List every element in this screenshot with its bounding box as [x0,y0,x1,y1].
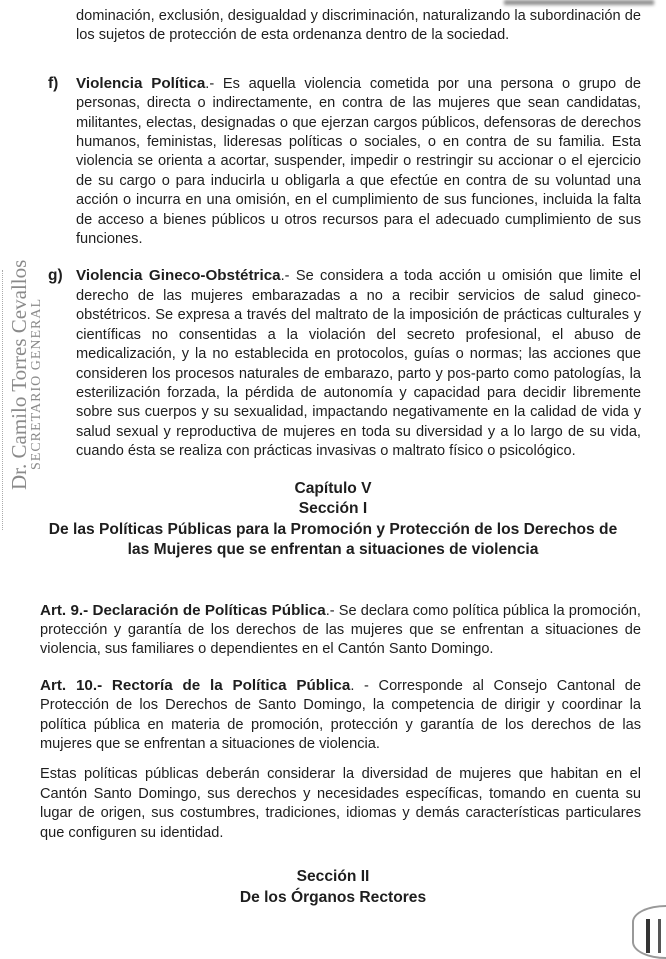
article-text: . - Corresponde al Consejo Cantonal de Protección de los Derechos de Santo Domingo, la competencia de dirigir y coordinar la política pública en materia de promoción, protección y garantía de los derechos de las mujeres que se enfrentan a situaciones de violencia. [40,677,642,752]
article-text: .- Se declara como política pública la promoción, protección y garantía de los derechos de las mujeres que se enfrentan a situaciones de violencia, sus familiares o dependientes en el Cantón Santo Domingo. [40,602,641,658]
item-f [48,74,641,250]
item-title: Violencia Política [76,74,206,92]
stamp-dotted-line [2,270,3,530]
policy-paragraph: Estas políticas públicas deberán considerar la diversidad de mujeres que habitan en el Cantón Santo Domingo, sus derechos y necesidades específicas, tomando en cuenta su lugar de origen, sus costumbres, tradiciones, idiomas y demás características particulares que configuren su identidad. [40,766,641,841]
article-10 [40,676,641,755]
section-number: Sección I [298,500,368,518]
article-title: Art. 10.- Rectoría de la Política Pública [40,676,351,694]
item-text: .- Se considera a toda acción u omisión que limite el derecho de las mujeres embarazadas a no a recibir servicios de salud gineco-obstétricos. Se expresa a través del maltrato de la imposición de prácticas culturales y científicas no consentidas a la violación del secreto profesional, el abuso de medicalización, y la no establecida en protocolos, guías o normas; las acciones que consideren los procesos naturales de embarazo, parto y pos-parto como patologías, la esterilización forzada, la pérdida de autonomía y capacidad para decidir libremente sobre sus cuerpos y su sexualidad, impactando negativamente en la calidad de vida y salud sexual y reproductiva de mujeres en toda su diversidad y a lo largo de su vida, cuando ésta se realiza con prácticas invasivas o maltrato físico o psicológico. [76,268,641,460]
article-title: Art. 9.- Declaración de Políticas Pública [40,601,326,619]
secretary-stamp [8,260,44,490]
item-g [48,266,641,461]
section2-number: Sección II [296,868,370,885]
stamp-role: SECRETARIO GENERAL [29,297,44,470]
item-label: g) [48,267,63,285]
chapter-title-line1: De las Políticas Públicas para la Promoción y Protección de los Derechos de [48,520,618,538]
item-text: .- Es aquella violencia cometida por una persona o grupo de personas, directa o indirectamente, en contra de las mujeres que sean candidatas, militantes, electas, designadas o que ejerzan cargos públicos, defensoras de derechos humanos, feministas, lideresas políticas o sociales, o en contra de su familia. Esta violencia se orienta a acortar, suspender, impedir o restringir su accionar o el ejercicio de su cargo o para inducirla u obligarla a que efectúe en contra de su voluntad una acción o incurra en una omisión, en el cumplimiento de sus funciones, incluida la falta de acceso a bienes públicos u otros recursos para el adecuado cumplimiento de sus funciones. [76,75,641,248]
item-title: Violencia Gineco-Obstétrica [76,267,281,285]
item-label: f) [48,74,59,92]
chapter-number: Capítulo V [294,479,372,497]
chapter-title-line2: las Mujeres que se enfrentan a situaciones de violencia [127,541,539,559]
stamp-name: Dr. Camilo Torres Cevallos [7,259,31,490]
article-9 [40,601,641,660]
municipal-seal-icon [632,905,666,959]
chapter-heading [0,479,666,561]
intro-paragraph: dominación, exclusión, desigualdad y discriminación, naturalizando la subordinación de los sujetos de protección de esta ordenanza dentro de la sociedad. [76,8,641,44]
section2-heading [0,867,666,908]
section2-title: De los Órganos Rectores [239,888,427,906]
